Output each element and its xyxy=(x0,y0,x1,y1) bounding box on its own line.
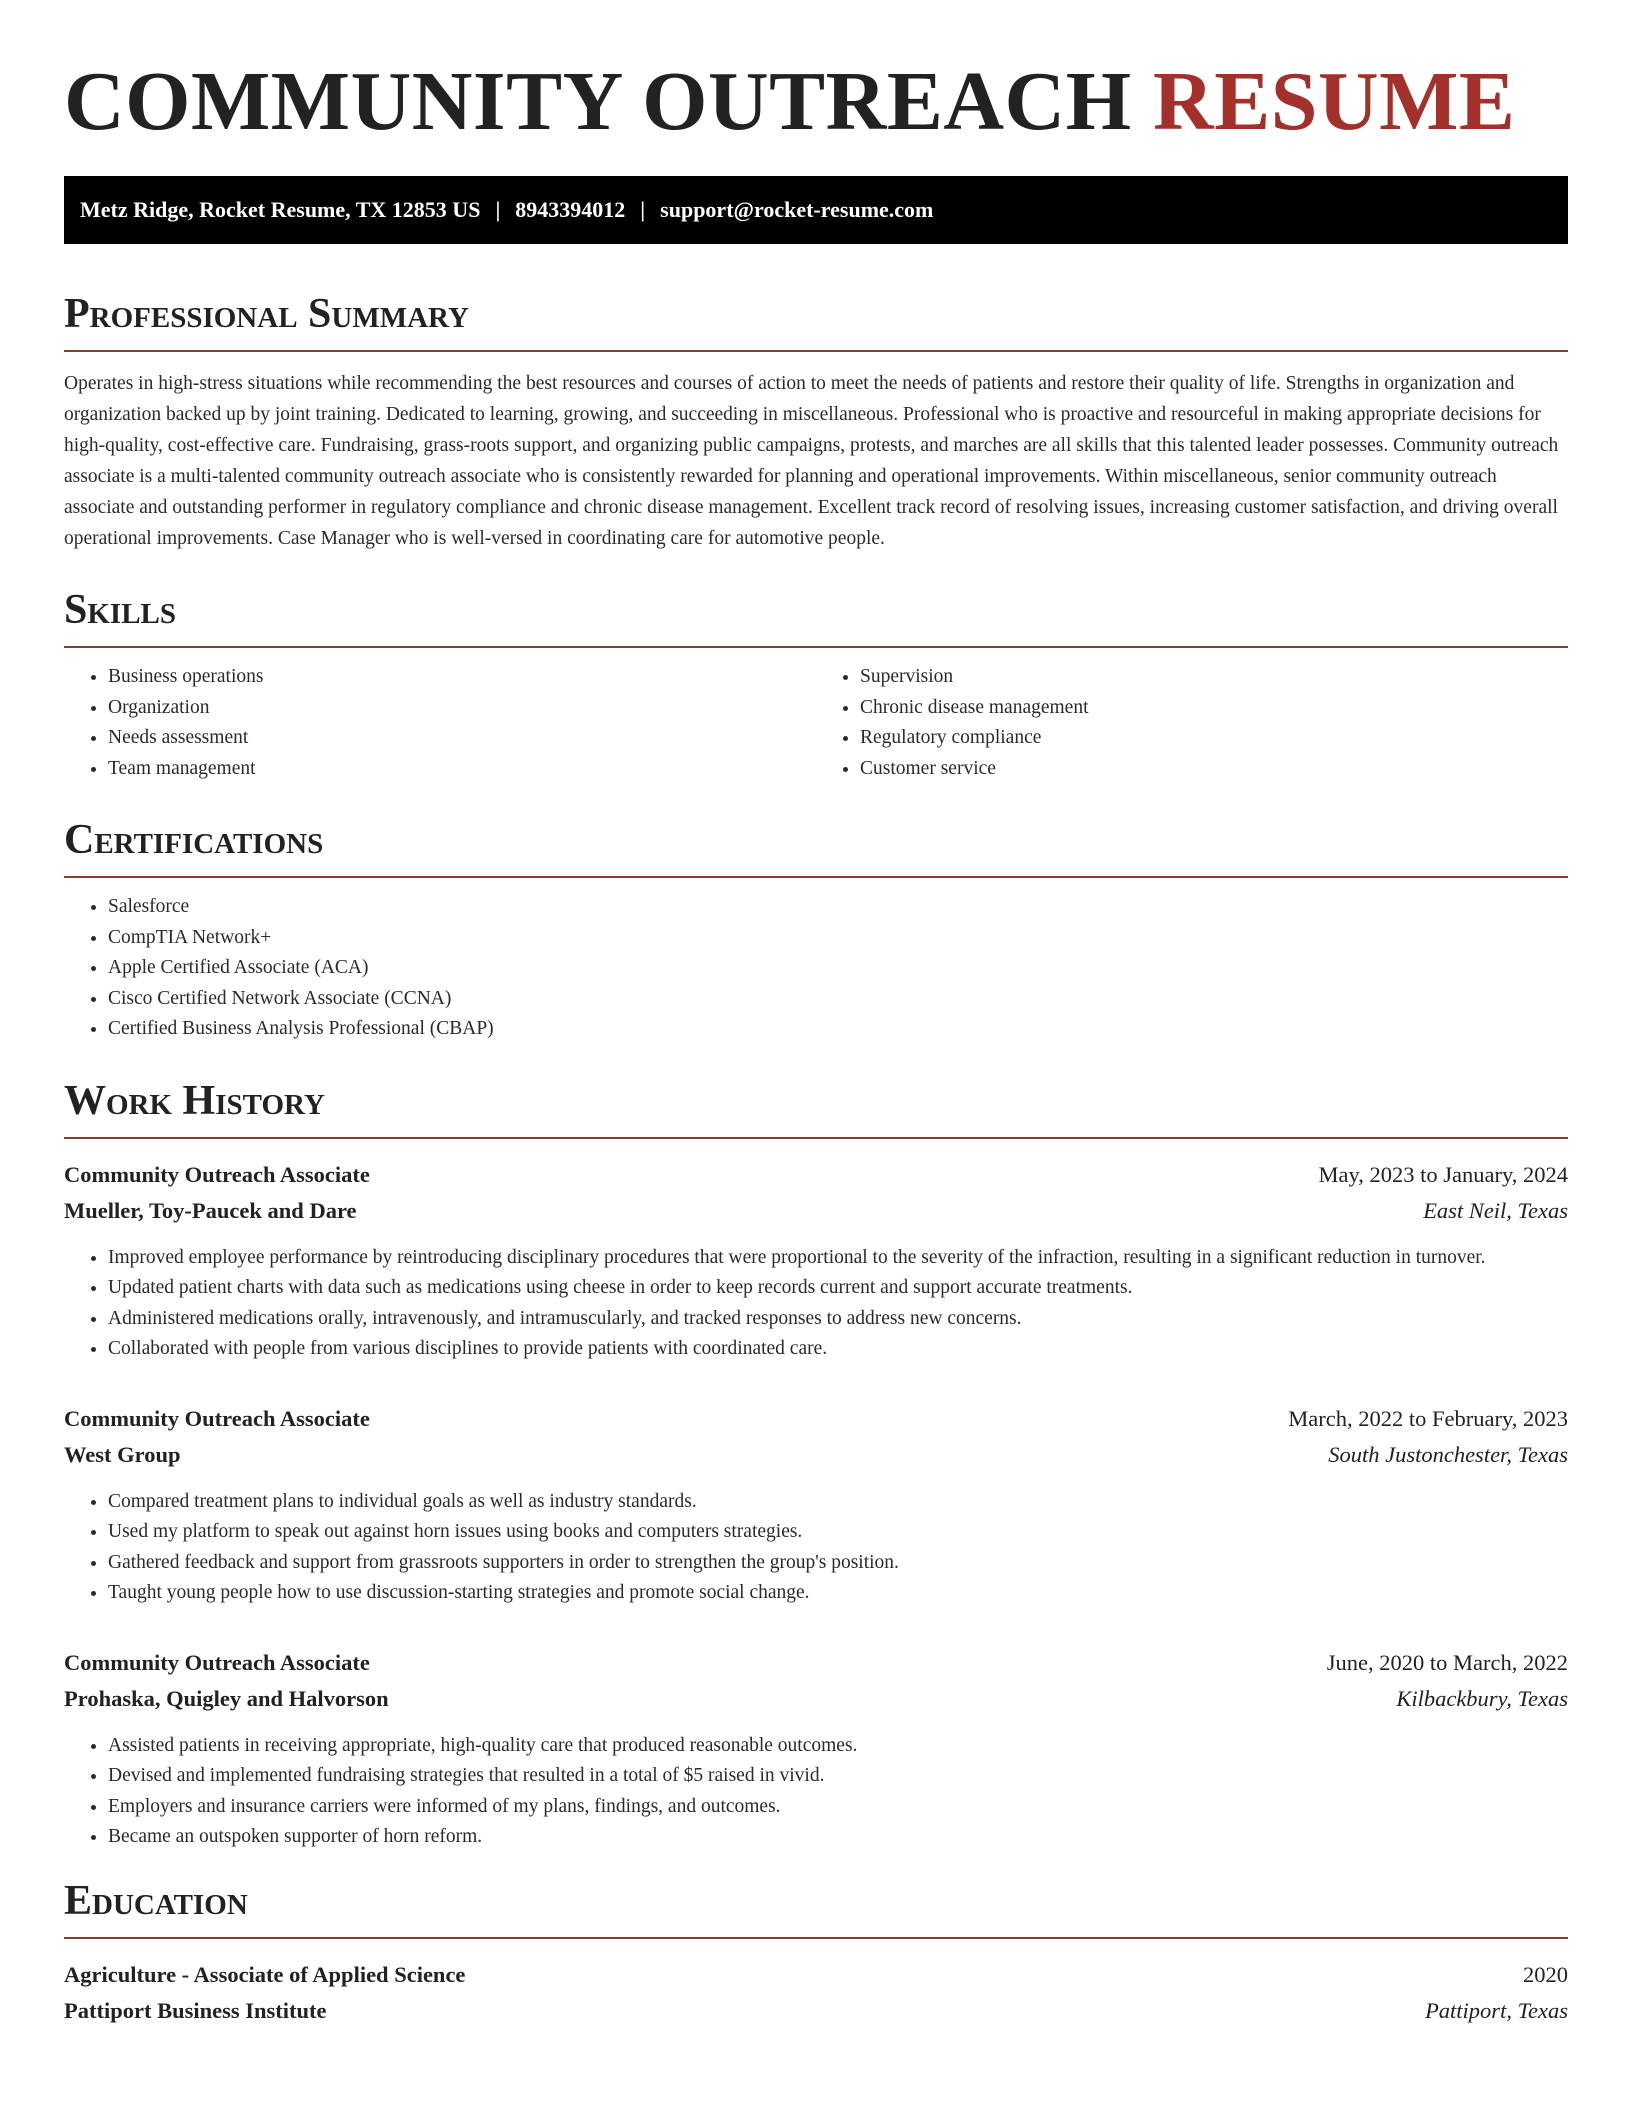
job-duty: • Became an outspoken supporter of horn reform. xyxy=(108,1822,1568,1853)
job-duty: • Administered medications orally, intravenously, and intramuscularly, and tracked responses to address new concerns. xyxy=(108,1304,1568,1335)
job-entry xyxy=(64,1157,1568,1365)
job-duties xyxy=(64,1487,1568,1609)
job-duty: • Updated patient charts with data such as medications using cheese in order to keep records current and support accurate treatments. xyxy=(108,1273,1568,1304)
job-duty: • Gathered feedback and support from grassroots supporters in order to strengthen the group's position. xyxy=(108,1548,1568,1579)
contact-phone: 8943394012 xyxy=(515,197,626,222)
skill-item: • Team management xyxy=(108,754,816,785)
education-year: 2020 xyxy=(1523,1961,1568,1987)
skill-item: • Customer service xyxy=(860,754,1568,785)
job-duty: • Improved employee performance by reintroducing disciplinary procedures that were proportional to the severity of the infraction, resulting in a significant reduction in turnover. xyxy=(108,1243,1568,1274)
job-entry xyxy=(64,1401,1568,1609)
job-location: Kilbackbury, Texas xyxy=(1396,1685,1568,1711)
job-duty: • Used my platform to speak out against horn issues using books and computers strategies. xyxy=(108,1517,1568,1548)
skills-heading: Skills xyxy=(64,584,1568,648)
certification-item: • Cisco Certified Network Associate (CCNA) xyxy=(108,984,1568,1015)
job-duty: • Collaborated with people from various disciplines to provide patients with coordinated care. xyxy=(108,1334,1568,1365)
education-degree: Agriculture - Associate of Applied Science xyxy=(64,1961,466,1987)
contact-address: Metz Ridge, Rocket Resume, TX 12853 US xyxy=(80,197,481,222)
job-location: East Neil, Texas xyxy=(1423,1197,1568,1223)
certifications-list xyxy=(64,892,1568,1045)
job-duty: • Employers and insurance carriers were informed of my plans, findings, and outcomes. xyxy=(108,1792,1568,1823)
contact-separator: | xyxy=(495,197,501,222)
job-duty: • Assisted patients in receiving appropriate, high-quality care that produced reasonable outcomes. xyxy=(108,1731,1568,1762)
education-location: Pattiport, Texas xyxy=(1425,1997,1568,2023)
certification-item: • CompTIA Network+ xyxy=(108,923,1568,954)
skill-item: • Needs assessment xyxy=(108,723,816,754)
certification-item: • Apple Certified Associate (ACA) xyxy=(108,953,1568,984)
title-main: COMMUNITY OUTREACH xyxy=(64,55,1132,148)
summary-heading: Professional Summary xyxy=(64,288,1568,352)
certifications-heading: Certifications xyxy=(64,814,1568,878)
job-location: South Justonchester, Texas xyxy=(1328,1441,1568,1467)
job-dates: March, 2022 to February, 2023 xyxy=(1288,1405,1568,1431)
contact-separator: | xyxy=(640,197,646,222)
job-company: Prohaska, Quigley and Halvorson xyxy=(64,1685,389,1711)
job-duty: • Devised and implemented fundraising strategies that resulted in a total of $5 raised in vivid. xyxy=(108,1761,1568,1792)
job-title: Community Outreach Associate xyxy=(64,1649,370,1675)
job-duties xyxy=(64,1243,1568,1365)
education-entry xyxy=(64,1957,1568,2029)
skills-list xyxy=(64,648,1568,784)
skill-item: • Regulatory compliance xyxy=(860,723,1568,754)
resume-title xyxy=(64,52,1568,152)
skill-item: • Chronic disease management xyxy=(860,693,1568,724)
skill-item: • Organization xyxy=(108,693,816,724)
skills-column-left xyxy=(64,662,816,784)
title-accent: RESUME xyxy=(1153,55,1516,148)
work-history-heading: Work History xyxy=(64,1075,1568,1139)
summary-text: Operates in high-stress situations while recommending the best resources and courses of action to meet the needs of patients and restore their quality of life. Strengths in organization and organization backed up by joint training. Dedicated to learning, growing, and succeeding in miscellaneous. Professional who is proactive and resourceful in making appropriate decisions for high-quality, cost-effective care. Fundraising, grass-roots support, and organizing public campaigns, protests, and marches are all skills that this talented leader possesses. Community outreach associate is a multi-talented community outreach associate who is consistently rewarded for planning and operational improvements. Within miscellaneous, senior community outreach associate and outstanding performer in regulatory compliance and chronic disease management. Excellent track record of resolving issues, increasing customer satisfaction, and driving overall operational improvements. Case Manager who is well-versed in coordinating care for automotive people. xyxy=(64,373,1559,549)
skills-column-right xyxy=(816,662,1568,784)
contact-email: support@rocket-resume.com xyxy=(660,197,934,222)
job-entry xyxy=(64,1645,1568,1853)
job-title: Community Outreach Associate xyxy=(64,1405,370,1431)
job-company: West Group xyxy=(64,1441,181,1467)
skill-item: • Supervision xyxy=(860,662,1568,693)
education-school: Pattiport Business Institute xyxy=(64,1997,327,2023)
certification-item: • Certified Business Analysis Professional (CBAP) xyxy=(108,1014,1568,1045)
contact-bar xyxy=(64,176,1568,244)
job-duty: • Taught young people how to use discussion-starting strategies and promote social change. xyxy=(108,1578,1568,1609)
job-title: Community Outreach Associate xyxy=(64,1161,370,1187)
job-duties xyxy=(64,1731,1568,1853)
certification-item: • Salesforce xyxy=(108,892,1568,923)
job-duty: • Compared treatment plans to individual goals as well as industry standards. xyxy=(108,1487,1568,1518)
job-company: Mueller, Toy-Paucek and Dare xyxy=(64,1197,357,1223)
education-heading: Education xyxy=(64,1875,1568,1939)
job-dates: June, 2020 to March, 2022 xyxy=(1326,1649,1568,1675)
skill-item: • Business operations xyxy=(108,662,816,693)
job-dates: May, 2023 to January, 2024 xyxy=(1318,1161,1568,1187)
